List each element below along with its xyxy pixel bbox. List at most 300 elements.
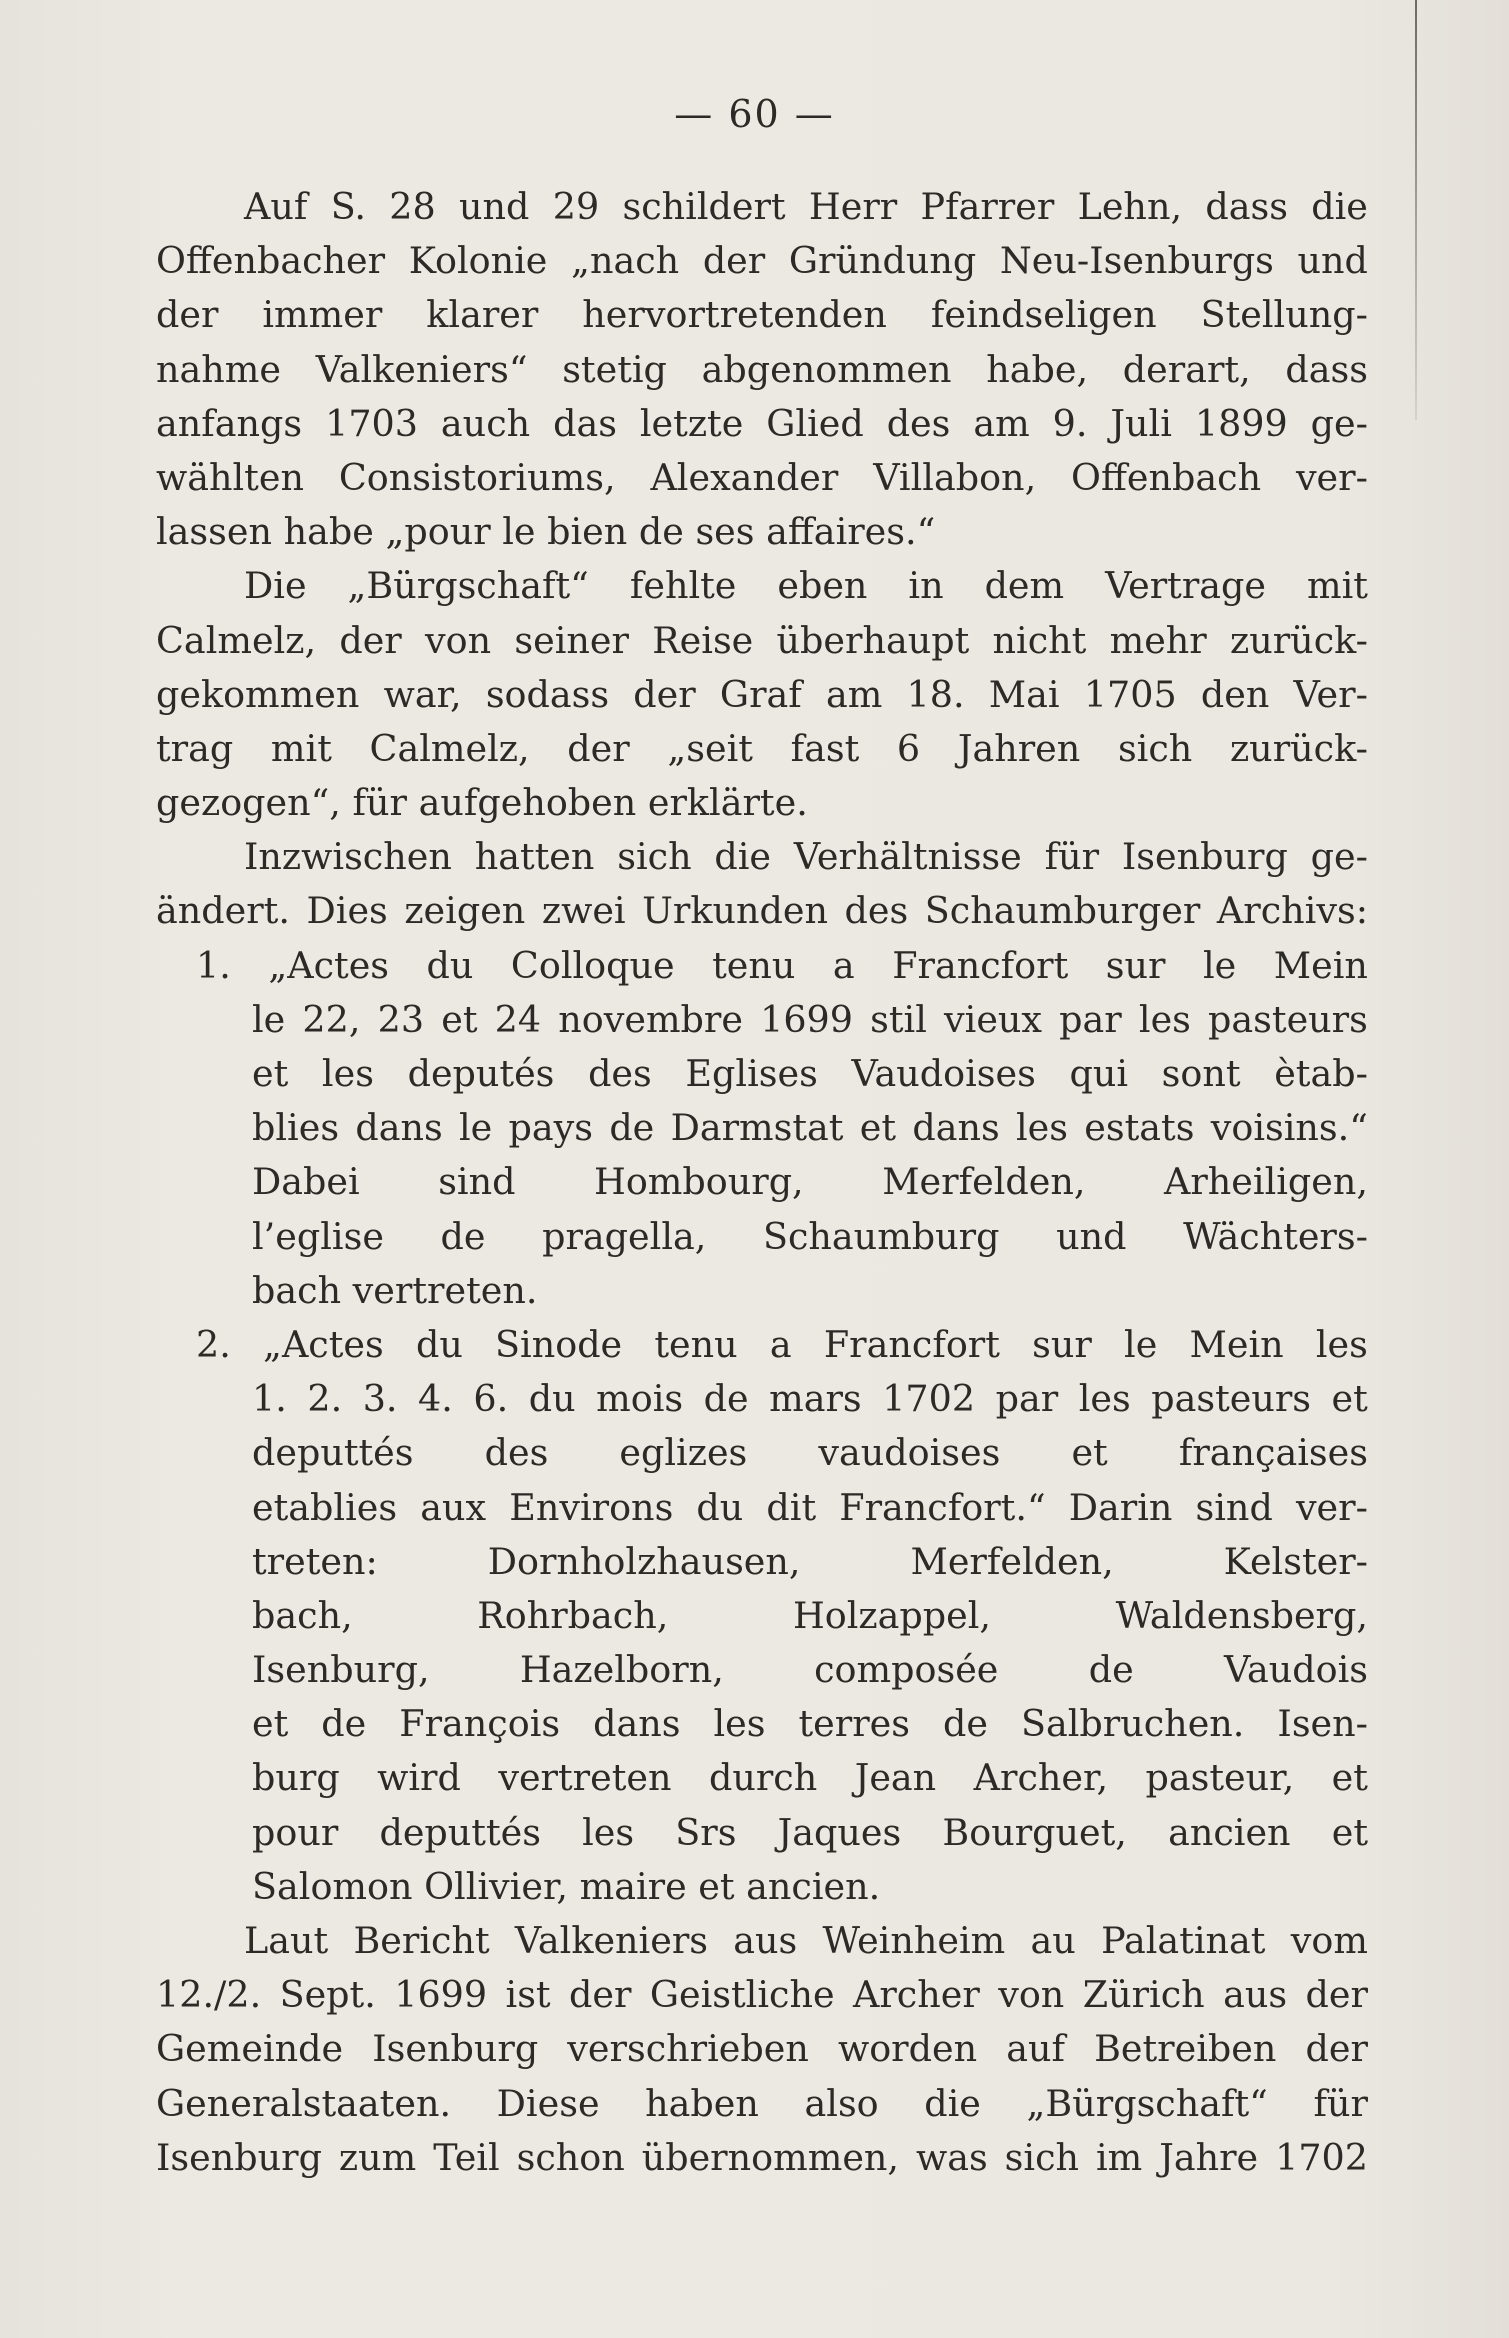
list-item-line: [156, 1589, 1368, 1643]
word: 1699: [394, 1973, 488, 2017]
word: Wächters-: [1183, 1214, 1368, 1258]
word: des: [886, 401, 951, 445]
word: et: [441, 997, 478, 1041]
word: 1705: [1083, 672, 1177, 716]
word: „Bürgschaft“: [1026, 2081, 1268, 2125]
word: Waldensberg,: [1115, 1593, 1368, 1637]
word: des: [844, 889, 909, 933]
word: gekommen: [156, 672, 360, 716]
word: sur: [1032, 1322, 1092, 1366]
word: 3.: [362, 1377, 398, 1421]
word: vieux: [944, 997, 1043, 1041]
word: 1702: [882, 1377, 976, 1421]
word: pasteurs: [1208, 997, 1368, 1041]
word: mit: [270, 726, 332, 770]
word: S.: [330, 185, 366, 228]
word: du: [528, 1377, 576, 1421]
word: nicht: [992, 618, 1087, 662]
word: Urkunden: [642, 889, 828, 933]
word: deputtés: [379, 1810, 541, 1854]
word: zwei: [541, 889, 626, 933]
word: Glied: [766, 401, 864, 445]
word: Dabei: [252, 1160, 360, 1204]
word: 29: [552, 185, 600, 228]
word: anfangs: [156, 401, 303, 445]
word: les: [1078, 1377, 1131, 1421]
word: deputtés: [252, 1431, 414, 1475]
word: und: [1056, 1214, 1127, 1258]
word: mars: [769, 1377, 862, 1421]
word: der: [339, 618, 402, 662]
word: 1899: [1194, 401, 1288, 445]
text-line: [156, 722, 1368, 776]
word: Schaumburg: [762, 1214, 1000, 1258]
word: Eglises: [685, 1052, 818, 1095]
word: Offenbacher: [156, 239, 386, 283]
list-item-line: bach vertreten.: [252, 1268, 538, 1312]
word: Gründung: [788, 239, 977, 283]
word: Generalstaaten.: [156, 2081, 452, 2125]
text-line: [156, 288, 1368, 342]
word: das: [553, 401, 617, 445]
word: Vertrage: [1105, 564, 1267, 608]
word: Palatinat: [1101, 1919, 1266, 1962]
word: 1703: [325, 401, 418, 445]
word: de: [1088, 1648, 1134, 1692]
word: nahme: [156, 347, 281, 391]
word: klarer: [426, 293, 539, 337]
word: Ver-: [1293, 672, 1368, 716]
word: 2.: [307, 1377, 343, 1421]
word: Verhältnisse: [793, 835, 1022, 879]
word: sind: [438, 1160, 516, 1204]
word: sich: [1004, 2135, 1080, 2179]
word: au: [1030, 1919, 1076, 1962]
list-item-line: [156, 1210, 1368, 1264]
word: Hazelborn,: [519, 1648, 724, 1692]
word: die: [714, 835, 772, 879]
word: Alexander: [650, 455, 839, 499]
word: zurück-: [1229, 726, 1368, 770]
word: Dies: [306, 889, 388, 933]
word: den: [1200, 672, 1270, 716]
word: Jahren: [957, 726, 1081, 770]
word: also: [804, 2081, 879, 2125]
list-item-line: [156, 1426, 1368, 1480]
word: Archer,: [973, 1756, 1109, 1800]
word: haben: [645, 2081, 759, 2125]
word: übernommen,: [641, 2135, 900, 2179]
word: Weinheim: [822, 1919, 1006, 1962]
word: ändert.: [156, 889, 290, 933]
word: par: [1059, 997, 1122, 1041]
word: mois: [596, 1377, 684, 1421]
word: von: [998, 1973, 1065, 2017]
word: eben: [777, 564, 868, 608]
word: derart,: [1122, 347, 1251, 391]
word: Colloque: [510, 943, 675, 987]
text-line: [156, 830, 1368, 884]
word: etablies: [252, 1485, 398, 1529]
word: et: [252, 1702, 289, 1746]
word: 24: [494, 997, 542, 1041]
word: die: [924, 2081, 981, 2125]
word: habe,: [986, 347, 1089, 391]
word: am: [825, 672, 883, 716]
word: Offenbach: [1071, 455, 1262, 499]
word: Sinode: [495, 1322, 623, 1366]
word: Darin: [1068, 1485, 1173, 1529]
word: burg: [252, 1756, 340, 1800]
word: der: [567, 726, 630, 770]
word: stetig: [562, 347, 667, 391]
word: Consistoriums,: [338, 455, 616, 499]
word: Calmelz,: [369, 726, 530, 770]
list-item-line: [156, 1318, 1368, 1372]
word: Kelster-: [1223, 1539, 1368, 1583]
word: 2.: [196, 1322, 231, 1366]
word: et: [1071, 1431, 1108, 1475]
word: tenu: [654, 1322, 738, 1366]
word: blies: [252, 1106, 340, 1150]
word: aus: [1223, 1973, 1288, 2017]
word: Isenburg,: [252, 1648, 430, 1692]
word: seiner: [514, 618, 629, 662]
word: Mein: [1189, 1322, 1284, 1366]
word: pasteur,: [1145, 1756, 1295, 1800]
word: 1699: [760, 997, 853, 1041]
word: 23: [377, 997, 425, 1041]
word: Jahre: [1159, 2135, 1259, 2179]
word: Betreiben: [1094, 2027, 1277, 2071]
word: immer: [262, 293, 383, 337]
word: novembre: [558, 997, 743, 1041]
word: ver-: [1295, 455, 1368, 499]
word: 9.: [1052, 401, 1088, 445]
word: und: [1297, 239, 1368, 283]
word: Rohrbach,: [477, 1593, 669, 1637]
word: und: [459, 185, 530, 228]
word: Vaudois: [1223, 1648, 1368, 1692]
text-line: [156, 343, 1368, 397]
word: Francfort: [892, 943, 1069, 987]
word: l’eglise: [252, 1214, 384, 1258]
word: worden: [837, 2027, 978, 2071]
word: überhaupt: [776, 618, 970, 662]
word: eglizes: [619, 1431, 748, 1475]
word: der: [633, 672, 696, 716]
word: Vaudoises: [851, 1052, 1036, 1095]
word: tenu: [712, 943, 796, 987]
word: durch: [708, 1756, 818, 1800]
word: Stellung-: [1200, 293, 1368, 337]
list-item-line: Salomon Ollivier, maire et ancien.: [252, 1864, 881, 1908]
word: vertreten: [498, 1756, 672, 1800]
word: stil: [870, 997, 927, 1041]
word: die: [1311, 185, 1368, 228]
list-item-line: [156, 1155, 1368, 1209]
word: Neu-Isenburgs: [999, 239, 1274, 283]
word: le: [458, 1106, 493, 1150]
word: Zürich: [1082, 1973, 1205, 2017]
word: zum: [338, 2135, 417, 2179]
word: et: [859, 1106, 897, 1150]
word: der: [156, 293, 219, 337]
word: a: [832, 943, 855, 987]
list-item-line: [156, 1101, 1368, 1155]
list-item-line: [156, 1535, 1368, 1589]
text-line: gezogen“, für aufgehoben erklärte.: [156, 781, 808, 825]
text-line: lassen habe „pour le bien de ses affaires.“: [156, 510, 936, 554]
word: der: [569, 1973, 632, 2017]
word: Francfort: [823, 1322, 1000, 1366]
word: a: [769, 1322, 792, 1366]
word: Valkeniers“: [315, 347, 528, 391]
word: der: [1305, 2027, 1368, 2071]
word: der: [1305, 1973, 1368, 2017]
word: Hombourg,: [593, 1160, 804, 1204]
word: Salbruchen.: [1020, 1702, 1245, 1746]
word: wählten: [156, 455, 304, 499]
word: Isenburg: [372, 2027, 539, 2071]
word: sich: [1117, 726, 1193, 770]
text-line: [156, 180, 1368, 234]
word: Arheiligen,: [1163, 1160, 1368, 1204]
word: dem: [984, 564, 1065, 608]
word: von: [425, 618, 492, 662]
list-item-line: [156, 1697, 1368, 1751]
word: ist: [505, 1973, 551, 2017]
list-item-line: [156, 1047, 1368, 1101]
word: pour: [252, 1810, 339, 1854]
word: „nach: [571, 239, 680, 283]
word: Archivs:: [1216, 889, 1368, 933]
word: Srs: [675, 1810, 737, 1854]
word: Francfort.“: [839, 1485, 1046, 1529]
word: ètab-: [1274, 1052, 1368, 1095]
word: le: [1202, 943, 1237, 987]
word: Lehn,: [1077, 185, 1183, 228]
word: voisins.“: [1210, 1106, 1368, 1150]
word: fehlte: [629, 564, 737, 608]
word: für: [1313, 2081, 1368, 2125]
word: bach,: [252, 1593, 353, 1637]
word: wird: [377, 1756, 461, 1800]
word: Auf: [244, 185, 308, 228]
word: des: [588, 1052, 652, 1095]
word: ancien: [1168, 1810, 1291, 1854]
word: Kolonie: [408, 239, 548, 283]
word: dans: [593, 1702, 681, 1746]
word: Isenburg: [1121, 835, 1288, 879]
text-line: [156, 884, 1368, 938]
word: les: [1138, 997, 1191, 1041]
word: mit: [1306, 564, 1368, 608]
word: du: [426, 943, 474, 987]
list-item-line: [156, 1372, 1368, 1426]
word: terres: [798, 1702, 911, 1746]
word: et: [1331, 1377, 1368, 1421]
word: et: [252, 1052, 289, 1095]
text-line: [156, 668, 1368, 722]
word: Teil: [433, 2135, 500, 2179]
word: 1.: [252, 1377, 287, 1421]
word: abgenommen: [701, 347, 952, 391]
text-line: [156, 1968, 1368, 2022]
word: fast: [790, 726, 860, 770]
word: pragella,: [542, 1214, 707, 1258]
text-line: [156, 397, 1368, 451]
word: Merfelden,: [882, 1160, 1086, 1204]
word: mehr: [1109, 618, 1207, 662]
word: ver-: [1295, 1485, 1368, 1529]
word: pasteurs: [1151, 1377, 1312, 1421]
word: verschrieben: [567, 2027, 809, 2071]
word: par: [995, 1377, 1059, 1421]
word: Laut: [244, 1919, 329, 1962]
word: vaudoises: [818, 1431, 1001, 1475]
word: Isenburg: [156, 2135, 322, 2179]
word: im: [1095, 2135, 1143, 2179]
list-item-line: [156, 1751, 1368, 1805]
word: 1.: [196, 943, 231, 987]
word: „Actes: [263, 1322, 384, 1366]
word: de: [703, 1377, 749, 1421]
word: Jaques: [777, 1810, 902, 1854]
text-line: [156, 1914, 1368, 1968]
word: les: [1015, 1106, 1068, 1150]
word: Dornholzhausen,: [487, 1539, 801, 1583]
word: et: [1331, 1810, 1368, 1854]
text-line: [156, 451, 1368, 505]
word: dass: [1205, 185, 1288, 228]
word: dans: [355, 1106, 443, 1150]
page-number: — 60 —: [674, 92, 835, 136]
word: et: [1331, 1756, 1368, 1800]
word: deputés: [407, 1052, 555, 1095]
word: composée: [814, 1648, 999, 1692]
word: dans: [912, 1106, 1000, 1150]
word: zurück-: [1230, 618, 1368, 662]
word: hatten: [474, 835, 595, 879]
word: Reise: [652, 618, 754, 662]
word: zeigen: [404, 889, 526, 933]
word: Archer: [852, 1973, 980, 2017]
word: sont: [1161, 1052, 1241, 1095]
word: Diese: [496, 2081, 600, 2125]
word: Calmelz,: [156, 618, 317, 662]
word: Bericht: [353, 1919, 490, 1962]
word: vom: [1290, 1919, 1368, 1962]
word: les: [582, 1810, 635, 1854]
word: Holzappel,: [792, 1593, 992, 1637]
word: treten:: [252, 1539, 378, 1583]
word: Die: [244, 564, 307, 608]
word: Sept.: [279, 1973, 376, 2017]
word: Geistliche: [649, 1973, 835, 2017]
word: „seit: [667, 726, 753, 770]
text-line: [156, 234, 1368, 288]
word: 6.: [473, 1377, 509, 1421]
word: Darmstat: [670, 1106, 844, 1150]
word: Gemeinde: [156, 2027, 344, 2071]
word: Merfelden,: [910, 1539, 1114, 1583]
word: was: [915, 2135, 988, 2179]
list-item-line: [156, 993, 1368, 1047]
text-line: [156, 2077, 1368, 2131]
word: les: [1315, 1322, 1368, 1366]
word: schon: [516, 2135, 625, 2179]
word: „Bürgschaft“: [347, 564, 589, 608]
word: feindseligen: [930, 293, 1157, 337]
word: 4.: [418, 1377, 453, 1421]
word: du: [696, 1485, 744, 1529]
word: sodass: [485, 672, 610, 716]
list-item-line: [156, 939, 1368, 993]
word: auf: [1006, 2027, 1065, 2071]
word: sur: [1105, 943, 1166, 987]
word: dit: [766, 1485, 817, 1529]
word: am: [973, 401, 1030, 445]
text-line: [156, 2131, 1368, 2185]
word: hervortretenden: [582, 293, 887, 337]
word: sind: [1195, 1485, 1273, 1529]
word: in: [908, 564, 944, 608]
word: 18.: [906, 672, 965, 716]
word: Mai: [988, 672, 1060, 716]
word: 1702: [1275, 2135, 1368, 2179]
list-item-line: [156, 1806, 1368, 1860]
word: Villabon,: [873, 455, 1037, 499]
word: auch: [440, 401, 531, 445]
word: Environs: [509, 1485, 674, 1529]
text-line: [156, 2022, 1368, 2076]
word: Valkeniers: [514, 1919, 709, 1962]
word: 28: [389, 185, 436, 228]
body-text: [156, 180, 1368, 2185]
word: les: [321, 1052, 374, 1095]
word: Mein: [1273, 943, 1368, 987]
word: ge-: [1310, 835, 1368, 879]
word: François: [399, 1702, 561, 1746]
word: ge-: [1310, 401, 1368, 445]
word: schildert: [622, 185, 786, 228]
word: Inzwischen: [244, 835, 452, 879]
word: letzte: [639, 401, 744, 445]
word: trag: [156, 726, 234, 770]
page-edge-shadow: [1415, 0, 1417, 420]
word: qui: [1069, 1052, 1129, 1095]
word: estats: [1084, 1106, 1195, 1150]
word: Jean: [854, 1756, 937, 1800]
word: Schaumburger: [924, 889, 1201, 933]
word: der: [702, 239, 766, 283]
word: Isen-: [1277, 1702, 1368, 1746]
word: le: [1124, 1322, 1158, 1366]
word: 12./2.: [156, 1973, 262, 2017]
word: für: [1044, 835, 1100, 879]
word: aux: [420, 1485, 487, 1529]
word: de: [943, 1702, 988, 1746]
word: du: [415, 1322, 463, 1366]
word: de: [609, 1106, 655, 1150]
word: de: [440, 1214, 486, 1258]
word: Juli: [1110, 401, 1172, 445]
word: sich: [617, 835, 692, 879]
word: aus: [733, 1919, 798, 1962]
word: pays: [508, 1106, 594, 1150]
text-line: [156, 614, 1368, 668]
